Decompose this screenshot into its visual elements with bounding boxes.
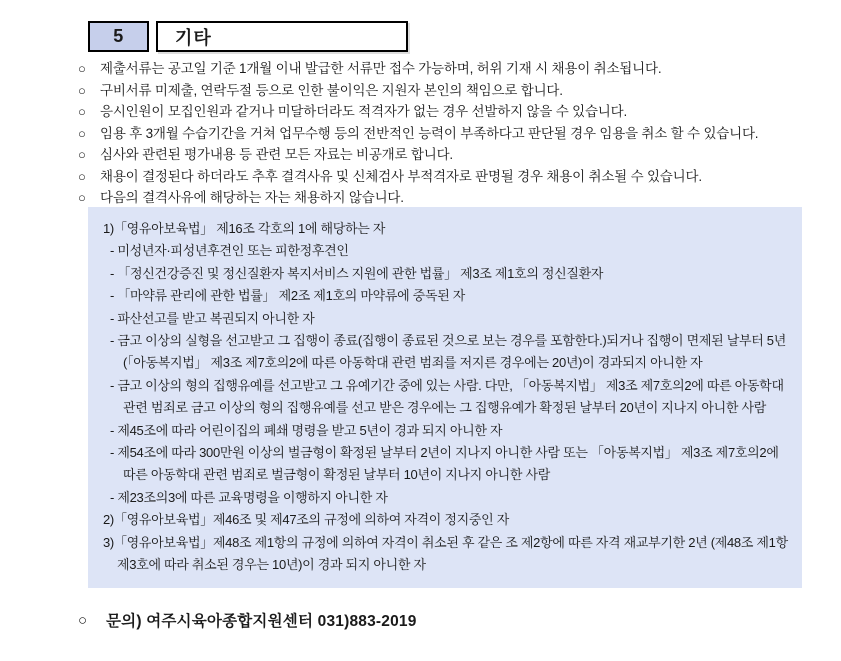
circle-bullet-icon: ○ [78, 125, 86, 141]
contact-text: 문의) 여주시육아종합지원센터 031)883-2019 [106, 613, 417, 630]
disqualification-item: - 파산선고를 받고 복권되지 아니한 자 [110, 310, 315, 326]
disqualification-item: - 「마약류 관리에 관한 법률」 제2조 제1호의 마약류에 중독된 자 [110, 288, 466, 304]
bullet-item-text: 심사와 관련된 평가내용 등 관련 모든 자료는 비공개로 합니다. [100, 147, 453, 162]
disqualification-item: - 제23조의3에 따른 교육명령을 이행하지 아니한 자 [110, 489, 388, 505]
bullet-item [78, 123, 838, 145]
circle-bullet-icon: ○ [78, 82, 86, 98]
bullet-item-text: 임용 후 3개월 수습기간을 거쳐 업무수행 등의 전반적인 능력이 부족하다고 판단될 경우 임용을 취소 할 수 있습니다. [100, 125, 759, 141]
bullet-item-text: 응시인원이 모집인원과 같거나 미달하더라도 적격자가 없는 경우 선발하지 않을 수 있습니다. [100, 104, 628, 119]
disqualification-item: - 금고 이상의 형의 집행유예를 선고받고 그 유예기간 중에 있는 사람. 다만, 「아동복지법」 제3조 제7호의2에 따른 아동학대 관련 범죄로 금고 이상의 형의 집행유예를 선고 받은 경우에는 그 집행유예가 확정된 날부터 20년이 지나지 아니한 사람 [110, 377, 784, 416]
section-number: 5 [113, 26, 124, 46]
bullet-item-text: 채용이 결정된다 하더라도 추후 결격사유 및 신체검사 부적격자로 판명될 경우 채용이 취소될 수 있습니다. [100, 168, 702, 184]
circle-bullet-icon: ○ [78, 104, 86, 119]
bullet-list [78, 58, 838, 209]
circle-bullet-icon: ○ [78, 190, 86, 205]
circle-bullet-icon: ○ [78, 168, 86, 184]
disqualification-item: - 제45조에 따라 어린이집의 폐쇄 명령을 받고 5년이 경과 되지 아니한 자 [110, 422, 503, 438]
section-title-box [156, 21, 408, 52]
disqualification-item: 3)「영유아보육법」제48조 제1항의 규정에 의하여 자격이 취소된 후 같은 조 제2항에 따른 자격 재교부기한 2년 (제48조 제1항 제3호에 따라 취소된 경우는 10년)이 경과 되지 아니한 자 [103, 534, 788, 573]
bullet-item [78, 101, 838, 123]
bullet-item [78, 166, 838, 188]
bullet-item [78, 187, 838, 209]
section-number-box [88, 21, 149, 52]
disqualification-item: - 금고 이상의 실형을 선고받고 그 집행이 종료(집행이 종료된 것으로 보는 경우를 포함한다.)되거나 집행이 면제된 날부터 5년(「아동복지법」 제3조 제7호의2에 따른 아동학대 관련 범죄를 저지른 경우에는 20년)이 경과되지 아니한 자 [110, 333, 786, 371]
disqualification-item: - 미성년자·피성년후견인 또는 피한정후견인 [110, 243, 349, 259]
bullet-item-text: 제출서류는 공고일 기준 1개월 이내 발급한 서류만 접수 가능하며, 허위 기재 시 채용이 취소됩니다. [100, 61, 662, 76]
disqualification-item: 1)「영유아보육법」 제16조 각호의 1에 해당하는 자 [103, 221, 386, 236]
contact-line [78, 609, 417, 631]
circle-bullet-icon: ○ [78, 61, 86, 76]
bullet-item [78, 80, 838, 102]
section-title: 기타 [175, 27, 212, 48]
section-header [88, 21, 408, 52]
bullet-item-text: 다음의 결격사유에 해당하는 자는 채용하지 않습니다. [100, 190, 404, 205]
disqualification-item: - 제54조에 따라 300만원 이상의 벌금형이 확정된 날부터 2년이 지나지 아니한 사람 또는 「아동복지법」 제3조 제7호의2에 따른 아동학대 관련 범죄로 벌금형이 확정된 날부터 10년이 지나지 아니한 사람 [110, 445, 779, 483]
bullet-item [78, 58, 838, 80]
bullet-item [78, 144, 838, 166]
bullet-item-text: 구비서류 미제출, 연락두절 등으로 인한 불이익은 지원자 본인의 책임으로 합니다. [100, 82, 563, 98]
disqualification-panel [88, 207, 802, 588]
disqualification-item: - 「정신건강증진 및 정신질환자 복지서비스 지원에 관한 법률」 제3조 제1호의 정신질환자 [110, 265, 604, 281]
disqualification-item: 2)「영유아보육법」제46조 및 제47조의 규정에 의하여 자격이 정지중인 자 [103, 512, 509, 528]
circle-bullet-icon: ○ [78, 611, 88, 629]
circle-bullet-icon: ○ [78, 147, 86, 162]
